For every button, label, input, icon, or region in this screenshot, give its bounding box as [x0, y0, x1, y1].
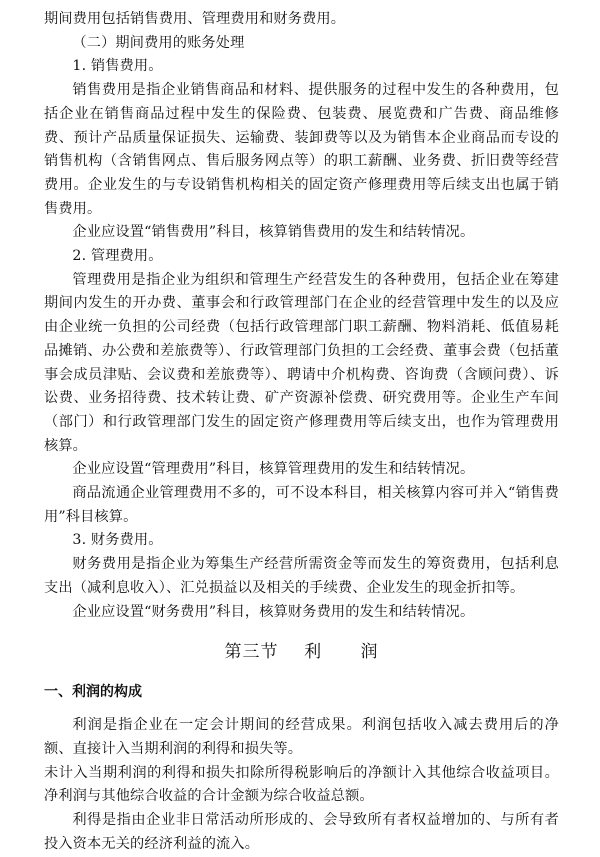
- paragraph: 财务费用是指企业为筹集生产经营所需资金等而发生的筹资费用，包括利息支出（减利息收入）、汇兑损益以及相关的手续费、企业发生的现金折扣等。: [44, 556, 559, 596]
- paragraph: 商品流通企业管理费用不多的，可不设本科目，相关核算内容可并入“销售费用”科目核算。: [44, 485, 559, 525]
- paragraph: 企业应设置“财务费用”科目，核算财务费用的发生和结转情况。: [72, 603, 475, 620]
- document-page: [44, 8, 559, 857]
- paragraph: 利得是指由企业非日常活动所形成的、会导致所有者权益增加的、与所有者投入资本无关的经济利益的流入。: [44, 812, 559, 852]
- subheading: 一、利润的构成: [44, 684, 142, 701]
- paragraph: 销售费用是指企业销售商品和材料、提供服务的过程中发生的各种费用，包括企业在销售商品过程中发生的保险费、包装费、展览费和广告费、商品维修费、预计产品质量保证损失、运输费、装卸费等以及为销售本企业商品而专设的销售机构（含销售网点、售后服务网点等）的职工薪酬、业务费、折旧费等经营费用。企业发生的与专设销售机构相关的固定资产修理费用等后续支出也属于销售费用。: [44, 82, 559, 217]
- paragraph: 企业应设置“销售费用”科目，核算销售费用的发生和结转情况。: [72, 224, 475, 241]
- paragraph-heading: 1. 销售费用。: [72, 58, 163, 75]
- paragraph: 未计入当期利润的利得和损失扣除所得税影响后的净额计入其他综合收益项目。净利润与其他综合收益的合计金额为综合收益总额。: [44, 764, 559, 805]
- paragraph-heading: （二）期间费用的账务处理: [72, 34, 245, 51]
- paragraph-heading: 2. 管理费用。: [72, 248, 163, 265]
- paragraph: 期间费用包括销售费用、管理费用和财务费用。: [44, 11, 346, 27]
- section-title: 第三节 利 润: [224, 642, 379, 663]
- paragraph: 利润是指企业在一定会计期间的经营成果。利润包括收入减去费用后的净额、直接计入当期利润的利得和损失等。: [44, 717, 559, 757]
- paragraph: 管理费用是指企业为组织和管理生产经营发生的各种费用，包括企业在筹建期间内发生的开办费、董事会和行政管理部门在企业的经营管理中发生的以及应由企业统一负担的公司经费（包括行政管理部门职工薪酬、物料消耗、低值易耗品摊销、办公费和差旅费等）、行政管理部门负担的工会经费、董事会费（包括董事会成员津贴、会议费和差旅费等）、聘请中介机构费、咨询费（含顾问费）、诉讼费、业务招待费、技术转让费、矿产资源补偿费、研究费用等。企业生产车间（部门）和行政管理部门发生的固定资产修理费用等后续支出，也作为管理费用核算。: [44, 271, 559, 454]
- paragraph: 企业应设置“管理费用”科目，核算管理费用的发生和结转情况。: [72, 461, 475, 478]
- paragraph-heading: 3. 财务费用。: [72, 532, 163, 549]
